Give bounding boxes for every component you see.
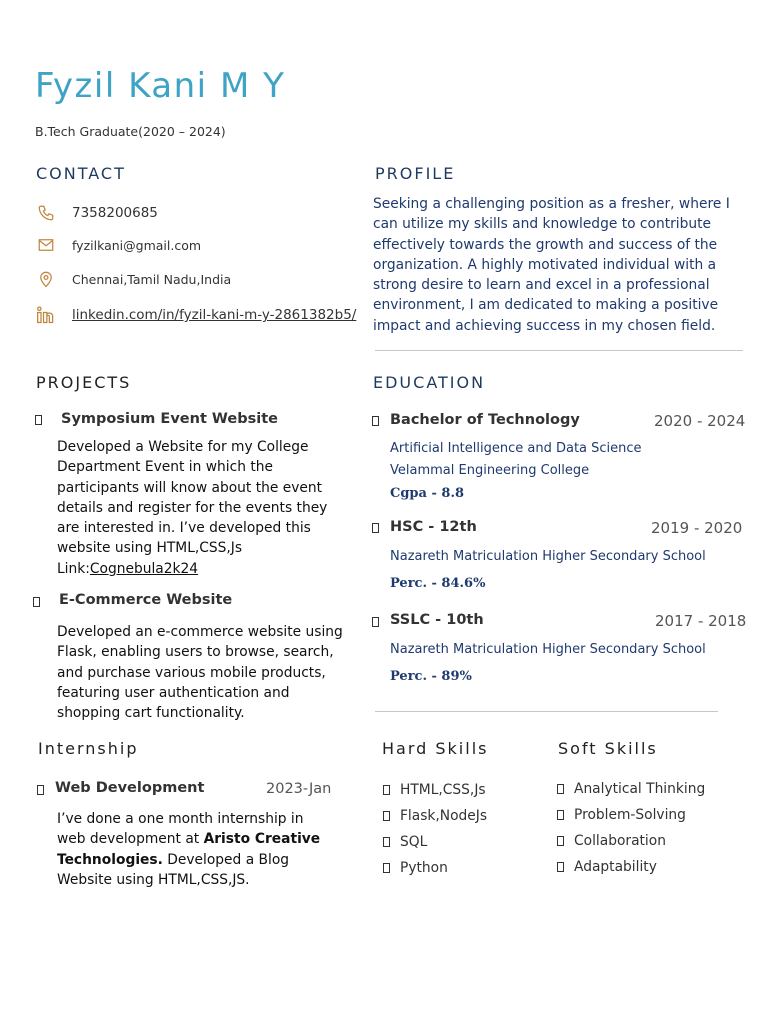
mail-icon [36, 235, 56, 255]
resume-name: Fyzil Kani M Y [35, 66, 286, 106]
skill-label: Python [400, 860, 448, 876]
contact-linkedin-row [36, 305, 356, 325]
skill-item [383, 808, 487, 824]
skill-item [383, 834, 427, 850]
skill-label: Flask,NodeJs [400, 808, 488, 824]
bullet-icon [557, 784, 564, 794]
education-title: Bachelor of Technology [390, 412, 580, 428]
phone-number: 7358200685 [72, 205, 158, 221]
education-years: 2019 - 2020 [651, 519, 743, 537]
skill-item [383, 860, 448, 876]
skill-item [383, 782, 486, 798]
education-divider [375, 711, 718, 712]
skill-label: Problem-Solving [574, 807, 686, 823]
internship-description [57, 809, 332, 890]
education-score: Perc. - 89% [390, 669, 472, 684]
education-score: Cgpa - 8.8 [390, 486, 465, 501]
hard-skills-heading: Hard Skills [382, 739, 489, 758]
location-pin-icon [36, 269, 56, 289]
internship-heading: Internship [38, 739, 139, 758]
project-description: Developed an e-commerce website using Flask, enabling users to browse, search, and purchase various mobile products, featuring user authentication and shopping cart functionality. [57, 624, 343, 722]
internship-company: Aristo Creative Technologies. [57, 831, 321, 868]
bullet-icon [372, 416, 379, 429]
education-institution: Nazareth Matriculation Higher Secondary School [390, 642, 706, 657]
bullet-icon [37, 785, 44, 798]
resume-subtitle: B.Tech Graduate(2020 – 2024) [35, 124, 226, 139]
project-description-text: Developed a Website for my College Department Event in which the participants will know about the event details and register for the events they are interested in. I’ve developed this website using HTML,CSS,Js [57, 439, 328, 557]
bullet-icon [33, 597, 40, 610]
projects-heading: PROJECTS [36, 373, 132, 392]
internship-text-a: I’ve done a one month internship in web development at [57, 811, 304, 848]
bullet-icon [383, 863, 390, 873]
project-description [57, 437, 347, 579]
skill-item [557, 859, 657, 875]
phone-icon [36, 203, 56, 223]
internship-text-b: Developed a Blog Website using HTML,CSS,JS. [57, 851, 290, 888]
education-years: 2017 - 2018 [655, 612, 747, 630]
contact-phone-row [36, 203, 158, 223]
education-years: 2020 - 2024 [654, 412, 746, 430]
bullet-icon [383, 837, 390, 847]
education-field: Artificial Intelligence and Data Science [390, 441, 642, 456]
internship-date: 2023-Jan [266, 781, 332, 797]
project-link[interactable]: Cognebula2k24 [89, 560, 199, 577]
contact-location-row [36, 269, 231, 289]
internship-title: Web Development [55, 780, 205, 796]
project-title: E-Commerce Website [59, 592, 233, 608]
bullet-icon [372, 523, 379, 536]
skill-label: Analytical Thinking [574, 781, 706, 797]
skill-item [557, 833, 666, 849]
bullet-icon [557, 836, 564, 846]
skill-item [557, 807, 686, 823]
education-score: Perc. - 84.6% [390, 576, 486, 591]
bullet-icon [35, 415, 42, 428]
contact-heading: CONTACT [36, 164, 126, 183]
bullet-icon [557, 862, 564, 872]
bullet-icon [557, 810, 564, 820]
linkedin-icon [36, 305, 56, 325]
bullet-icon [383, 785, 390, 795]
email-address[interactable]: fyzilkani@gmail.com [72, 237, 202, 253]
contact-email-row [36, 235, 201, 255]
education-institution: Velammal Engineering College [390, 463, 590, 478]
education-heading: EDUCATION [373, 373, 486, 392]
bullet-icon [372, 617, 379, 630]
location-text: Chennai,Tamil Nadu,India [72, 271, 232, 287]
profile-heading: PROFILE [375, 164, 456, 183]
skill-label: SQL [400, 834, 428, 850]
skill-label: HTML,CSS,Js [400, 782, 486, 798]
skill-label: Adaptability [574, 859, 657, 875]
bullet-icon [383, 811, 390, 821]
skill-item [557, 781, 705, 797]
soft-skills-heading: Soft Skills [558, 739, 658, 758]
education-institution: Nazareth Matriculation Higher Secondary School [390, 549, 706, 564]
profile-text: Seeking a challenging position as a fresher, where I can utilize my skills and knowledge to contribute effectively towards the growth and success of the organization. A highly motivated individual with a strong desire to learn and excel in a professional environment, I am dedicated to making a positive impact and achieving success in my chosen field. [373, 196, 730, 334]
profile-divider [375, 350, 743, 351]
skill-label: Collaboration [574, 833, 666, 849]
education-title: SSLC - 10th [390, 612, 484, 628]
project-title: Symposium Event Website [61, 411, 278, 427]
education-title: HSC - 12th [390, 519, 477, 535]
linkedin-link[interactable]: linkedin.com/in/fyzil-kani-m-y-2861382b5/ [72, 307, 357, 323]
project-link-prefix: Link: [57, 560, 90, 577]
